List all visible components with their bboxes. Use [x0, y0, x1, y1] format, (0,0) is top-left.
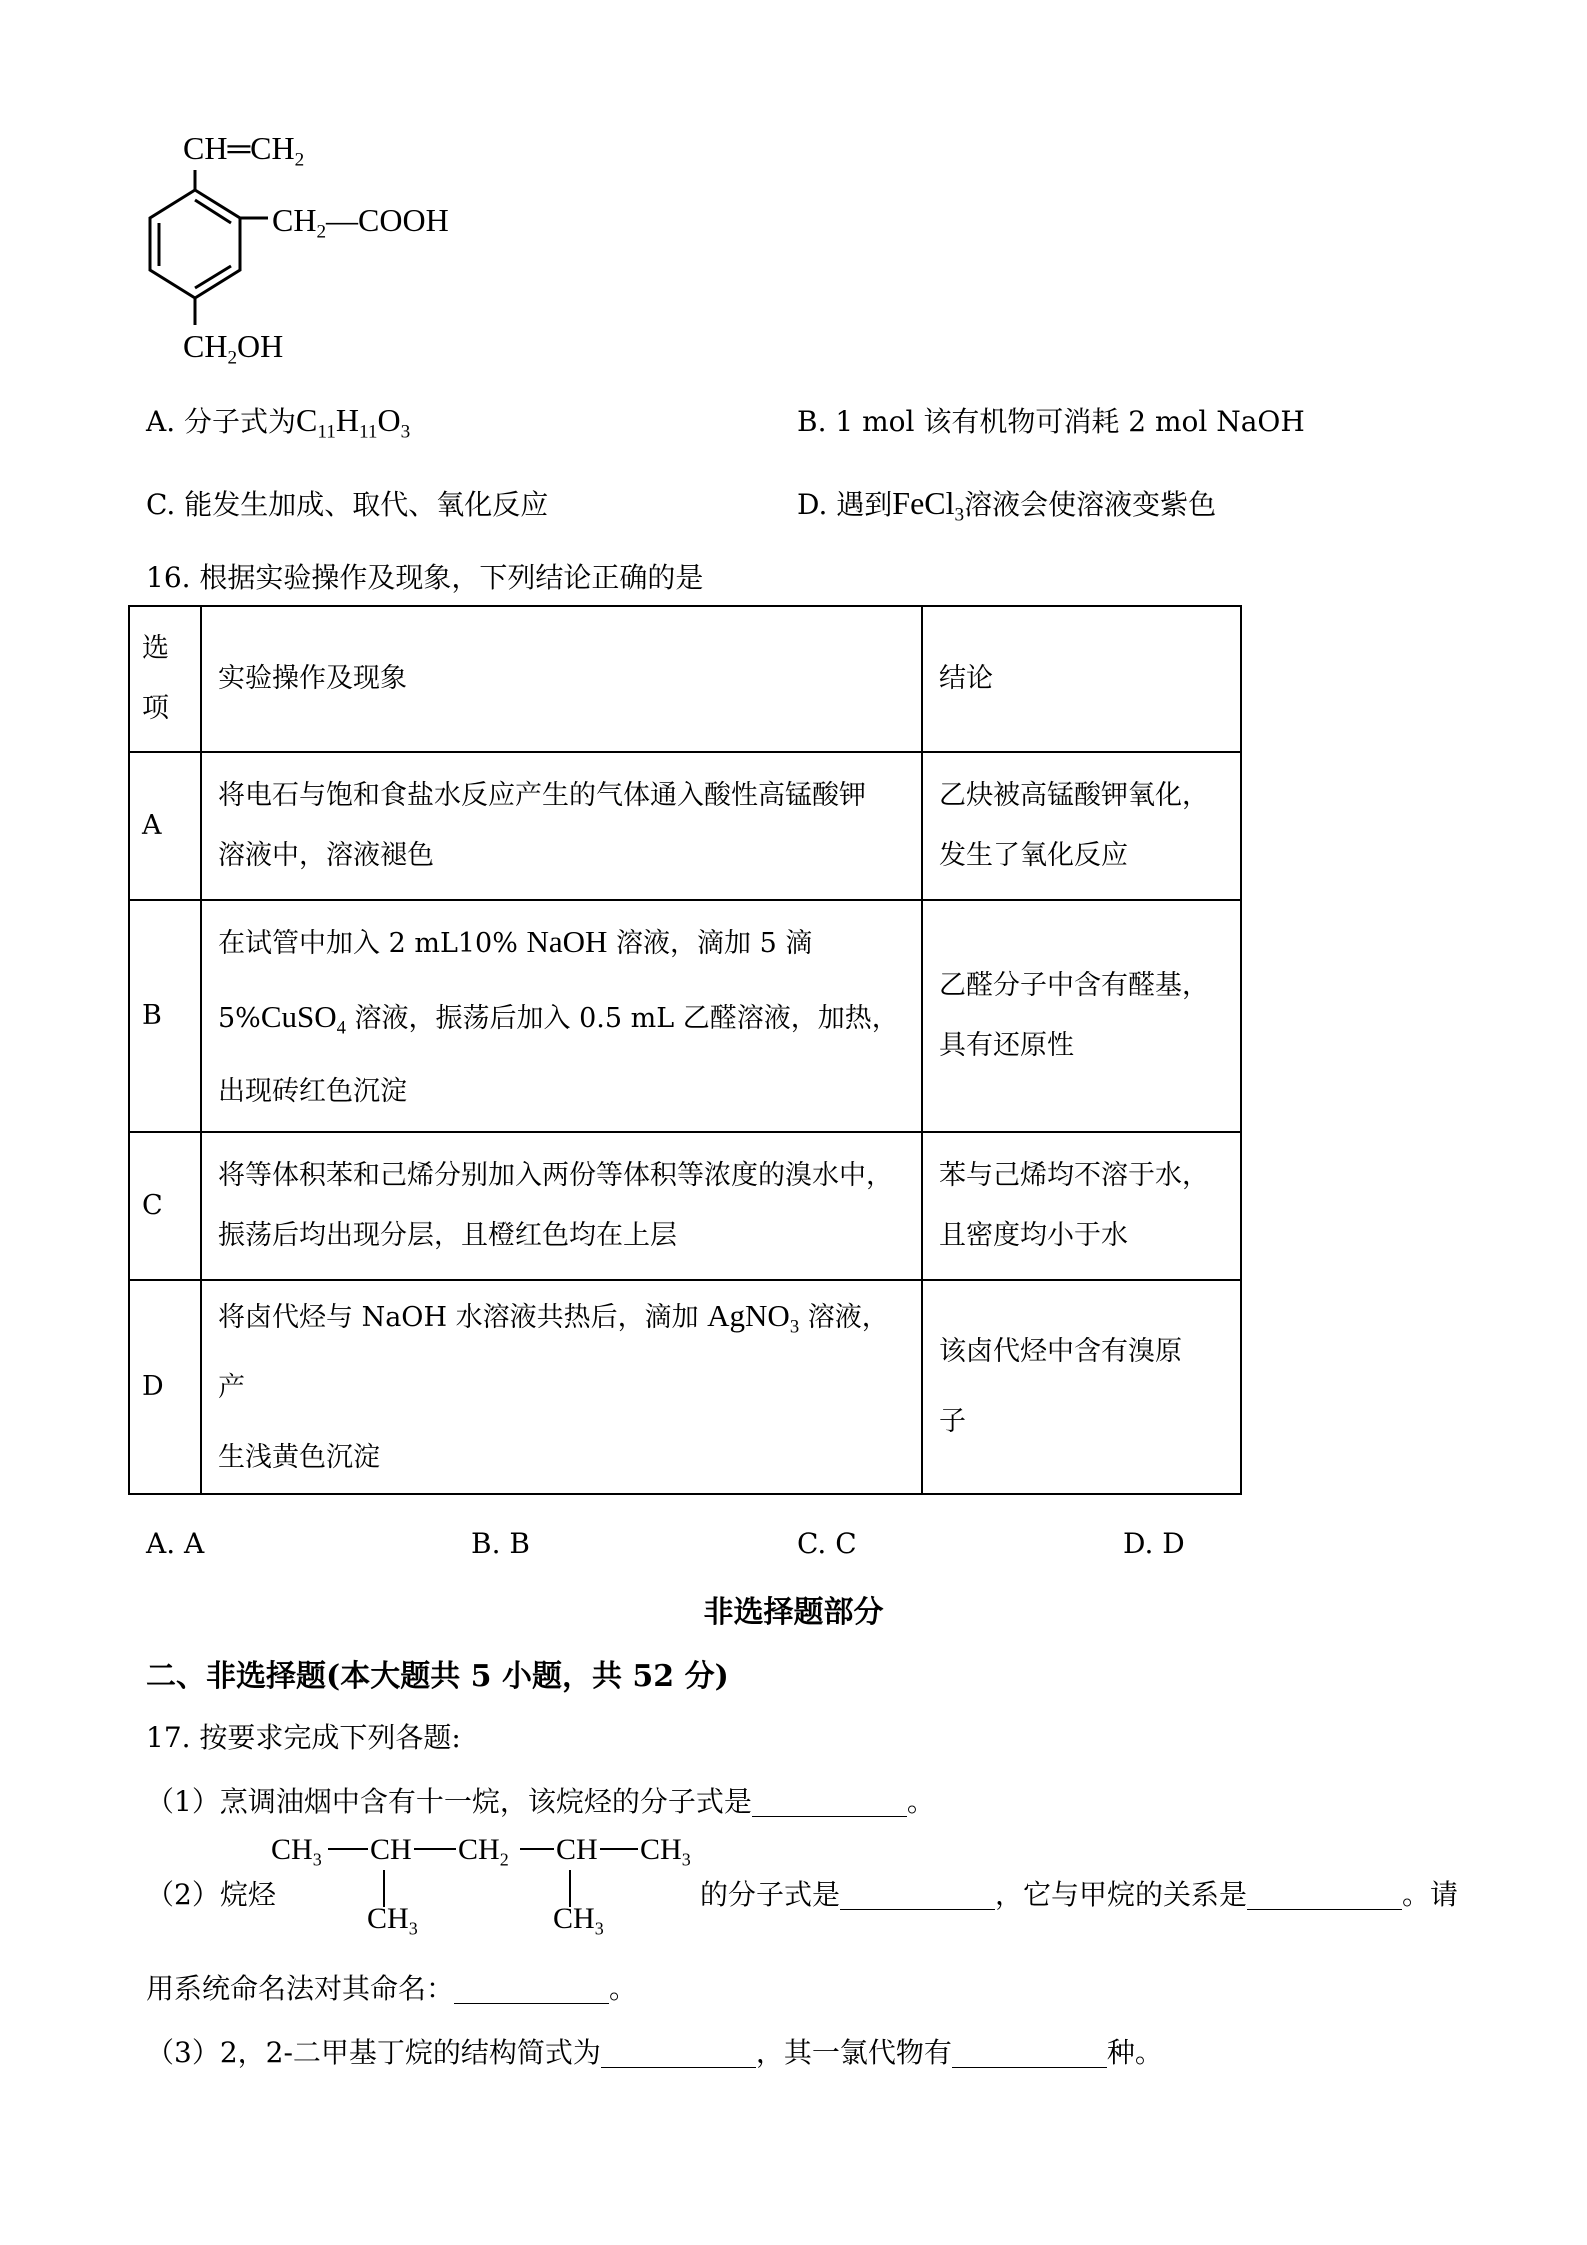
- ch3-a-sub: 3: [312, 1849, 322, 1870]
- bottom-sub: 2: [227, 347, 238, 369]
- table-row: [129, 1132, 1241, 1280]
- p1-post: 。: [906, 1785, 935, 1818]
- q17-part3: [146, 2031, 1163, 2071]
- header-opt-1: 选: [142, 633, 169, 664]
- q16-choice-c: C. C: [797, 1527, 857, 1560]
- p2-mid2: ，它与甲烷的关系是: [995, 1878, 1248, 1911]
- ch3-g-sub: 3: [594, 1918, 604, 1939]
- p3-pre: （3）2，2-二甲基丁烷的结构简式为: [146, 2036, 601, 2069]
- option-d-label: D.: [797, 488, 828, 521]
- q16-stem: 16. 根据实验操作及现象，下列结论正确的是: [146, 561, 704, 594]
- p2-line2-pre: 用系统命名法对其命名：: [146, 1972, 455, 2005]
- row-c-operation: [201, 1132, 922, 1280]
- ch3-e-text: CH: [640, 1833, 682, 1866]
- row-d-op-2: 生浅黄色沉淀: [218, 1442, 380, 1473]
- answer-blank-3[interactable]: [1247, 1879, 1402, 1910]
- bottom-oh-text: OH: [237, 328, 284, 364]
- option-a-label: A.: [146, 405, 176, 438]
- section-title: 非选择题部分: [703, 1595, 884, 1630]
- ch3-g: [553, 1902, 604, 1939]
- q15-option-c: C. 能发生加成、取代、氧化反应: [146, 488, 549, 521]
- p2-mid: 的分子式是: [700, 1878, 841, 1911]
- q16-choice-d: D. D: [1123, 1527, 1185, 1560]
- formula-c: C: [296, 402, 318, 438]
- option-d-pre: 遇到: [836, 488, 893, 521]
- row-b-op-1c: 溶液，滴加 5 滴: [607, 927, 813, 959]
- row-a-conclusion: [922, 752, 1241, 900]
- p3-mid: ，其一氯代物有: [755, 2036, 952, 2069]
- q15-option-b: B. 1 mol 该有机物可消耗 2 mol NaOH: [797, 405, 1305, 438]
- row-a-operation: [201, 752, 922, 900]
- answer-blank-5[interactable]: [601, 2037, 756, 2068]
- formula-h: H: [335, 402, 359, 438]
- q17-part2-label: （2）烷烃: [146, 1878, 276, 1911]
- side-ch-text: CH: [272, 202, 317, 238]
- q17-part2-text: [700, 1873, 1458, 1913]
- answer-blank-1[interactable]: [752, 1786, 907, 1817]
- ch3-f: [367, 1902, 418, 1939]
- q15-option-d: [797, 483, 1217, 526]
- fecl-sub: 3: [954, 504, 965, 526]
- side-sub: 2: [316, 221, 327, 243]
- option-a-formula: [296, 402, 411, 443]
- vinyl-sub: 2: [294, 149, 305, 171]
- q17-stem: 17. 按要求完成下列各题:: [146, 1721, 461, 1754]
- row-b-c-line1: 乙醛分子中含有醛基，: [939, 970, 1209, 1001]
- q17-part2-line2: [146, 1967, 637, 2007]
- option-d-post: 溶液会使溶液变紫色: [964, 488, 1217, 521]
- vinyl-group: [183, 130, 305, 171]
- table-row: [129, 1280, 1241, 1494]
- ch3-e-sub: 3: [681, 1849, 691, 1870]
- row-c-conclusion: [922, 1132, 1241, 1280]
- q16-table: [128, 605, 1242, 1495]
- row-b-operation: [201, 900, 922, 1132]
- row-d-op-1c: 溶液，产: [218, 1302, 889, 1403]
- cooh-text: —COOH: [326, 202, 449, 238]
- header-conclusion: 结论: [922, 606, 1241, 752]
- hydroxymethyl-group: [183, 328, 284, 369]
- row-a-c-line2: 发生了氧化反应: [939, 840, 1128, 871]
- row-c-option: C: [129, 1132, 201, 1280]
- ch3-f-sub: 3: [408, 1918, 418, 1939]
- p3-post: 种。: [1106, 2036, 1163, 2069]
- row-d-conclusion: [922, 1280, 1241, 1494]
- ch3-a: CH: [271, 1833, 313, 1866]
- p1-pre: （1）烹调油烟中含有十一烷，该烷烃的分子式是: [146, 1785, 752, 1818]
- acetic-side-chain: [272, 202, 449, 243]
- row-a-op-line1: 将电石与饱和食盐水反应产生的气体通入酸性高锰酸钾: [218, 780, 866, 811]
- alkane-bond-lines: [320, 1845, 650, 1910]
- row-a-op-line2: 溶液中，溶液褪色: [218, 840, 434, 871]
- ch2-c-sub: 2: [499, 1849, 509, 1870]
- answer-blank-2[interactable]: [840, 1879, 995, 1910]
- row-b-op-2a: 5%: [218, 1002, 261, 1034]
- row-b-op-3: 出现砖红色沉淀: [218, 1075, 407, 1107]
- section2-heading: 二、非选择题(本大题共 5 小题，共 52 分): [146, 1659, 729, 1694]
- bottom-ch-text: CH: [183, 328, 228, 364]
- ch2-c-text: CH: [458, 1833, 500, 1866]
- answer-blank-4[interactable]: [454, 1973, 609, 2004]
- q15-option-a: [146, 400, 411, 443]
- ch-d: CH: [556, 1833, 598, 1866]
- row-d-option: D: [129, 1280, 201, 1494]
- row-b-conclusion: [922, 900, 1241, 1132]
- benzene-ring-drawing: [140, 170, 270, 340]
- formula-o: O: [377, 402, 401, 438]
- formula-h-sub: 11: [358, 421, 378, 443]
- ch3-g-text: CH: [553, 1902, 595, 1935]
- formula-o-sub: 3: [400, 421, 411, 443]
- row-b-c-line2: 具有还原性: [939, 1030, 1074, 1061]
- row-c-op-line1: 将等体积苯和己烯分别加入两份等体积等浓度的溴水中，: [218, 1160, 893, 1191]
- row-d-operation: [201, 1280, 922, 1494]
- table-row: [129, 752, 1241, 900]
- row-d-op-1a: 将卤代烃与 NaOH 水溶液共热后，滴加: [218, 1302, 708, 1333]
- header-opt-2: 项: [142, 693, 169, 724]
- table-row: [129, 900, 1241, 1132]
- row-b-op-1a: 在试管中加入 2 mL10%: [218, 927, 527, 959]
- row-a-c-line1: 乙炔被高锰酸钾氧化，: [939, 780, 1209, 811]
- row-c-c-line2: 且密度均小于水: [939, 1220, 1128, 1251]
- fecl-text: FeCl: [892, 485, 955, 521]
- p2-end: 。请: [1402, 1878, 1459, 1911]
- row-c-op-line2: 振荡后均出现分层，且橙红色均在上层: [218, 1220, 677, 1251]
- formula-c-sub: 11: [317, 421, 336, 443]
- answer-blank-6[interactable]: [952, 2037, 1107, 2068]
- q17-part1: [146, 1780, 935, 1820]
- ch3-f-text: CH: [367, 1902, 409, 1935]
- header-operation: 实验操作及现象: [201, 606, 922, 752]
- row-b-op-2c: 溶液，振荡后加入 0.5 mL 乙醛溶液，加热，: [345, 1002, 899, 1034]
- row-d-agno: AgNO: [707, 1298, 790, 1333]
- row-b-naoh: NaOH: [526, 923, 608, 959]
- vinyl-text: CH═CH: [183, 130, 295, 166]
- row-d-c-line2: 子: [939, 1406, 966, 1437]
- row-d-agno-sub: 3: [789, 1316, 800, 1338]
- row-c-c-line1: 苯与己烯均不溶于水，: [939, 1160, 1209, 1191]
- q16-choice-a: A. A: [146, 1527, 205, 1560]
- alkane-main-chain: [271, 1833, 322, 1870]
- q16-choice-b: B. B: [471, 1527, 530, 1560]
- table-header-row: [129, 606, 1241, 752]
- row-a-option: A: [129, 752, 201, 900]
- row-b-option: B: [129, 900, 201, 1132]
- option-a-text: 分子式为: [184, 405, 297, 438]
- header-option: [129, 606, 201, 752]
- p2-line2-post: 。: [609, 1972, 638, 2005]
- ch-b: CH: [370, 1833, 412, 1866]
- row-d-c-line1: 该卤代烃中含有溴原: [939, 1336, 1182, 1367]
- row-b-cuso-sub: 4: [336, 1017, 346, 1038]
- row-b-cuso: CuSO: [260, 998, 337, 1034]
